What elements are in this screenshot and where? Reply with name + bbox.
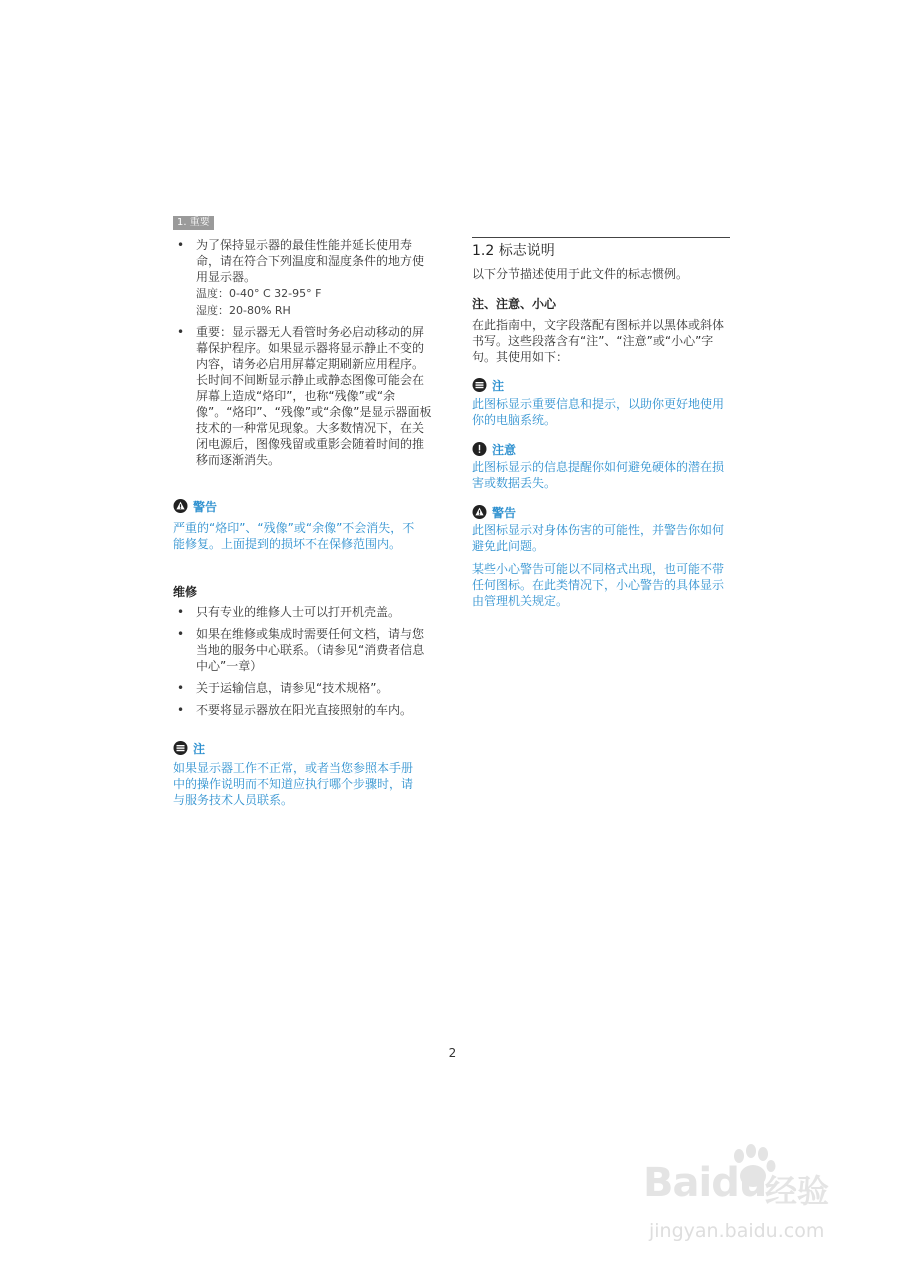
note-text: 此图标显示重要信息和提示，以助你更好地使用你的电脑系统。 [472,397,725,427]
humidity-spec: 湿度：20-80% RH [196,304,291,317]
service-list [173,604,435,718]
bullet-text: 为了保持显示器的最佳性能并延长使用寿命，请在符合下列温度和湿度条件的地方使用显示器。 [196,238,425,284]
baidu-jingyan-text: 经验 [765,1172,830,1210]
baidu-watermark [643,1142,883,1262]
bullet-text: 重要：显示器无人看管时务必启动移动的屏幕保护程序。如果显示器将显示静止不变的内容，请务必启用屏幕定期刷新应用程序。长时间不间断显示静止或静态图像可能会在屏幕上造成“烙印”，也称“残像”或“余像”。“烙印”、“残像”或“余像”是显示器面板技术的一种常见现象。大多数情况下，在关闭电源后，图像残留或重影会随着时间的推移而逐渐消失。 [196,325,432,467]
list-item: • 如果在维修或集成时需要任何文档，请与您当地的服务中心联系。（请参见“消费者信息中心”一章） [173,626,435,674]
warning-label: 警告 [193,500,218,514]
note-lines-icon [173,741,188,755]
warning-triangle-icon [173,499,188,513]
warning-text: 此图标显示对身体伤害的可能性，并警告你如何避免此问题。 [472,523,725,553]
caution-heading [472,442,516,458]
caution-label: 注意 [492,443,517,457]
list-item: • 不要将显示器放在阳光直接照射的车内。 [173,702,435,718]
warning-label: 警告 [492,506,517,520]
list-item [173,237,435,319]
page-number: 2 [448,1046,457,1060]
temperature-spec: 温度：0-40° C 32-95° F [196,287,322,300]
caution-text: 此图标显示的信息提醒你如何避免硬体的潜在损害或数据丢失。 [472,460,725,490]
warning-triangle-icon [472,505,487,519]
note-label: 注 [193,742,206,756]
warning-heading [472,505,516,521]
sub-text: 在此指南中，文字段落配有图标并以黑体或斜体书写。这些段落含有“注”、“注意”或“小心”字句。其使用如下： [472,318,725,364]
important-list [173,237,435,468]
list-item: • 关于运输信息，请参见“技术规格”。 [173,680,435,696]
chapter-tag: 1. 重要 [173,216,214,230]
note-label: 注 [492,379,505,393]
list-item [173,324,435,468]
warning-text: 严重的“烙印”、“残像”或“余像”不会消失，不能修复。上面提到的损坏不在保修范围内。 [173,521,415,551]
note-heading [472,378,504,394]
note-heading [173,741,205,757]
watermark-url: jingyan.baidu.com [649,1220,825,1242]
service-heading: 维修 [173,585,198,599]
note-text: 如果显示器工作不正常，或者当您参照本手册中的操作说明而不知道应执行哪个步骤时，请与服务技术人员联系。 [173,761,414,807]
list-item: • 只有专业的维修人士可以打开机壳盖。 [173,604,435,620]
warning-heading [173,499,217,515]
baidu-logo: Baidu [643,1160,767,1206]
note-lines-icon [472,378,487,392]
intro-text: 以下分节描述使用于此文件的标志惯例。 [472,267,689,281]
sub-heading: 注、注意、小心 [472,297,557,311]
exclamation-circle-icon [472,442,487,456]
extra-caution-text: 某些小心警告可能以不同格式出现，也可能不带任何图标。在此类情况下，小心警告的具体显示由管理机关规定。 [472,562,725,608]
section-title: 1.2 标志说明 [472,237,730,261]
